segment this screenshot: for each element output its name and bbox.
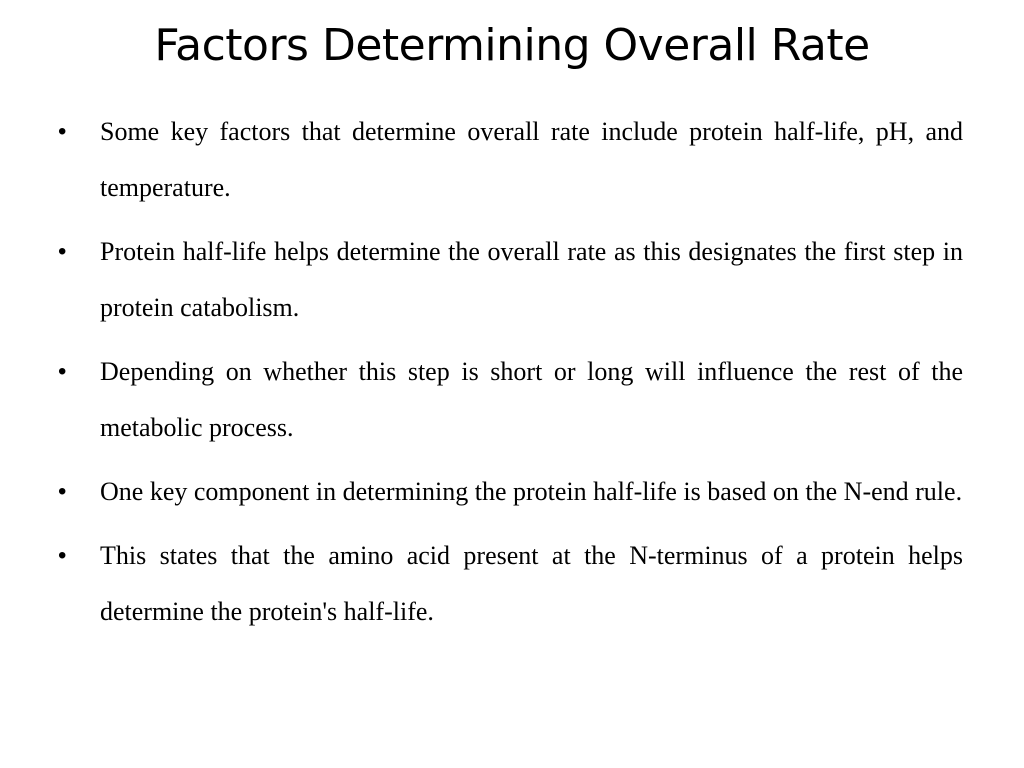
bullet-icon: • [58,358,67,385]
bullet-text: This states that the amino acid present at the N-terminus of a protein helps determine the protein's half-life. [100,541,963,626]
bullet-item [58,528,963,640]
slide-title: Factors Determining Overall Rate [154,20,870,71]
bullet-item [58,344,963,456]
bullet-icon: • [58,118,67,145]
bullet-icon: • [58,542,67,569]
bullet-item [58,224,963,336]
bullet-text: One key component in determining the protein half-life is based on the N-end rule. [100,477,963,506]
bullet-item [58,104,963,216]
bullet-icon: • [58,238,67,265]
bullet-icon: • [58,478,67,505]
bullet-list [58,104,963,648]
bullet-text: Protein half-life helps determine the overall rate as this designates the first step in protein catabolism. [100,237,963,322]
bullet-item [58,464,963,520]
bullet-text: Depending on whether this step is short or long will influence the rest of the metabolic process. [100,357,963,442]
bullet-text: Some key factors that determine overall rate include protein half-life, pH, and temperature. [100,117,963,202]
